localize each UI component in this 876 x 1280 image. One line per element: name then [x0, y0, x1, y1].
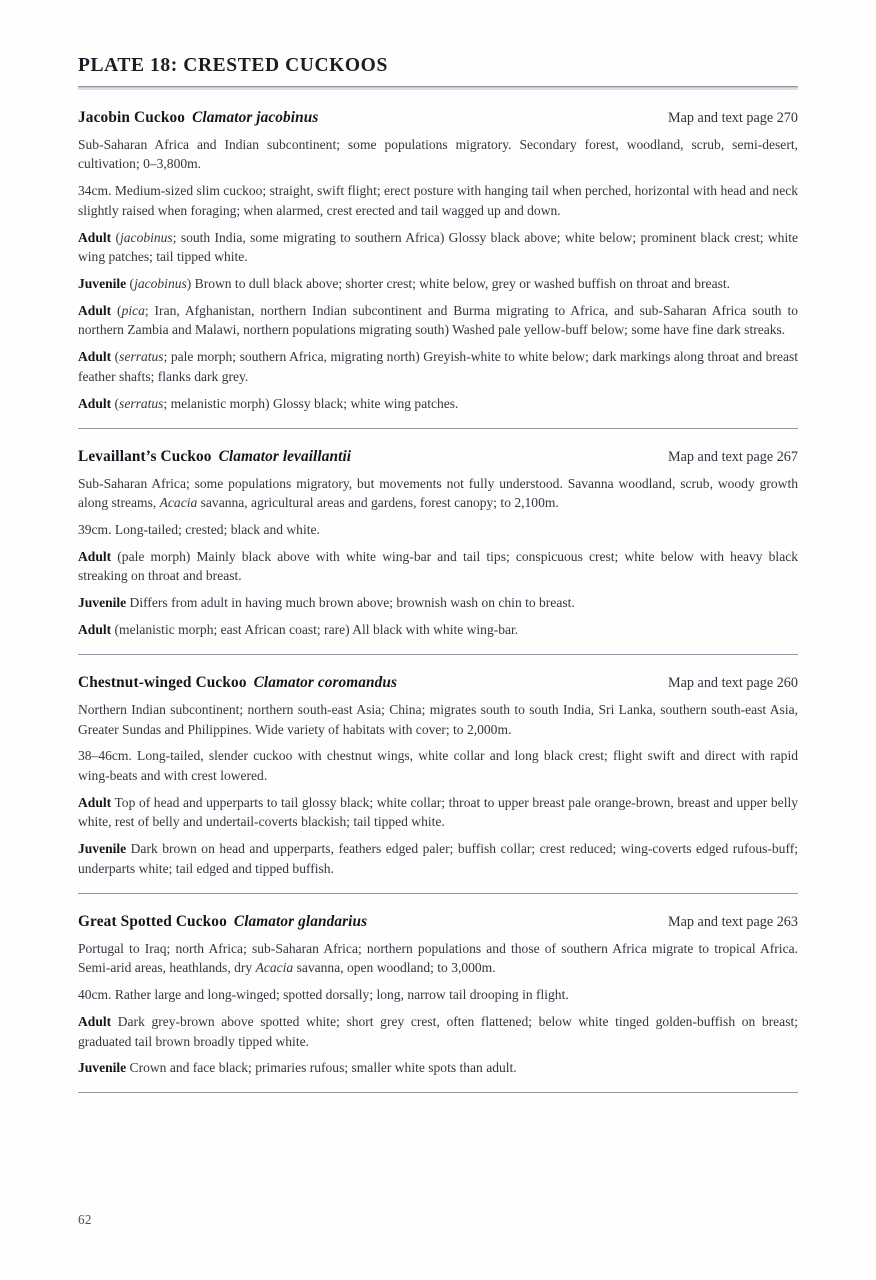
species-description-paragraph [78, 939, 798, 978]
page-title: PLATE 18: CRESTED CUCKOOS [78, 55, 388, 76]
species-scientific-name: Clamator levaillantii [218, 448, 352, 466]
species-scientific-name: Clamator coromandus [253, 674, 398, 692]
text-run: (melanistic morph; east African coast; rare) All black with white wing-bar. [111, 621, 519, 637]
scientific-term: jacobinus [134, 275, 187, 291]
map-and-text-reference[interactable]: Map and text page 267 [667, 449, 798, 466]
plumage-label: Adult [78, 548, 112, 564]
text-run: 34cm. Medium-sized slim cuckoo; straight, swift flight; erect posture with hanging tail when perched, horizontal with head and neck slightly raised when foraging; when alarmed, crest erected and tail wagged up and down. [78, 183, 798, 218]
scientific-term: jacobinus [120, 229, 173, 245]
plumage-label: Adult [78, 302, 112, 318]
text-run: 38–46cm. Long-tailed, slender cuckoo with chestnut wings, white collar and long black crest; flight swift and direct with rapid wing-beats and with crest lowered. [78, 748, 798, 783]
plumage-label: Adult [78, 794, 112, 810]
text-run: ) Brown to dull black above; shorter crest; white below, grey or washed buffish on throat and breast. [186, 275, 731, 291]
species-entry [78, 655, 798, 878]
text-run: Portugal to Iraq; north Africa; sub-Saharan Africa; northern populations and those of southern Africa migrate to tropical Africa. Semi-arid areas, heathlands, dry [78, 940, 798, 976]
species-header [78, 109, 798, 127]
plumage-label: Adult [78, 621, 112, 637]
text-run: Dark brown on head and upperparts, feathers edged paler; buffish collar; crest reduced; wing-coverts edged rufous-buff; underparts white; tail edged and tipped buffish. [78, 841, 798, 876]
text-run: Sub-Saharan Africa and Indian subcontinent; some populations migratory. Secondary forest, woodland, scrub, semi-desert, cultivation; 0–3,800m. [78, 136, 798, 172]
species-plumage-paragraph [78, 347, 798, 386]
species-plumage-paragraph [78, 228, 798, 267]
plumage-label: Adult [78, 229, 112, 245]
species-entry [78, 429, 798, 639]
page-content [78, 0, 798, 1093]
species-plumage-paragraph [78, 301, 798, 340]
text-run: ( [111, 395, 120, 411]
text-run: Crown and face black; primaries rufous; smaller white spots than adult. [126, 1060, 517, 1076]
text-run: savanna, open woodland; to 3,000m. [293, 960, 496, 976]
species-entry [78, 894, 798, 1078]
plumage-label: Juvenile [78, 595, 127, 611]
text-run: Dark grey-brown above spotted white; short grey crest, often flattened; below white tinged golden-buffish on breast; graduated tail brown broadly tipped white. [78, 1013, 798, 1049]
text-run: ; pale morph; southern Africa, migrating north) Greyish-white to white below; dark markings along throat and breast feather shafts; flanks dark grey. [78, 349, 798, 384]
scientific-term: pica [121, 302, 145, 318]
text-run: 40cm. Rather large and long-winged; spotted dorsally; long, narrow tail drooping in flight. [78, 987, 569, 1003]
species-description-paragraph [78, 700, 798, 739]
map-and-text-reference[interactable]: Map and text page 260 [667, 675, 798, 692]
plumage-label: Adult [78, 395, 112, 411]
map-and-text-reference[interactable]: Map and text page 263 [667, 914, 798, 931]
species-names [78, 448, 351, 466]
species-description-paragraph [78, 135, 798, 174]
species-names [78, 913, 367, 931]
plumage-label: Juvenile [78, 841, 127, 857]
species-common-name: Chestnut-winged Cuckoo [78, 674, 247, 692]
species-plumage-paragraph [78, 839, 798, 878]
species-description-paragraph [78, 520, 798, 540]
map-and-text-reference[interactable]: Map and text page 270 [667, 110, 798, 127]
species-common-name: Levaillant’s Cuckoo [78, 448, 212, 466]
species-plumage-paragraph [78, 593, 798, 613]
species-header [78, 448, 798, 466]
scientific-term: Acacia [255, 960, 294, 976]
text-run: ( [111, 229, 121, 245]
species-plumage-paragraph [78, 274, 798, 294]
plumage-label: Adult [78, 349, 112, 365]
text-run: ( [126, 275, 135, 291]
text-run: (pale morph) Mainly black above with white wing-bar and tail tips; conspicuous crest; white below with heavy black streaking on throat and breast. [78, 548, 798, 584]
text-run: savanna, agricultural areas and gardens, forest canopy; to 2,100m. [197, 495, 559, 511]
species-common-name: Great Spotted Cuckoo [78, 913, 227, 931]
text-run: ; Iran, Afghanistan, northern Indian subcontinent and Burma migrating to Africa, and sub-Saharan Africa south to northern Zambia and Malawi, northern populations migrating south) Washed pale yellow-buff below; some have fine dark streaks. [78, 302, 798, 338]
species-description-paragraph [78, 746, 798, 785]
species-header [78, 913, 798, 931]
text-run: ( [111, 302, 122, 318]
text-run: ( [111, 349, 120, 365]
species-entry [78, 90, 798, 413]
plumage-label: Juvenile [78, 1060, 127, 1076]
species-scientific-name: Clamator glandarius [233, 913, 368, 931]
plumage-label: Juvenile [78, 275, 127, 291]
species-common-name: Jacobin Cuckoo [78, 109, 186, 127]
text-run: Top of head and upperparts to tail glossy black; white collar; throat to upper breast pale orange-brown, breast and upper belly white, rest of belly and undertail-coverts blackish; tail tipped white. [78, 794, 798, 830]
text-run: ; melanistic morph) Glossy black; white wing patches. [163, 395, 459, 411]
species-description-paragraph [78, 985, 798, 1005]
species-plumage-paragraph [78, 394, 798, 414]
page-number: 62 [78, 1212, 92, 1227]
species-names [78, 109, 318, 127]
species-plumage-paragraph [78, 793, 798, 832]
text-run: ; south India, some migrating to southern Africa) Glossy black above; white below; prominent black crest; white wing patches; tail tipped white. [78, 229, 798, 265]
species-names [78, 674, 397, 692]
text-run: Differs from adult in having much brown above; brownish wash on chin to breast. [126, 595, 575, 611]
species-list [78, 90, 798, 1093]
species-plumage-paragraph [78, 547, 798, 586]
scientific-term: serratus [119, 349, 164, 365]
species-plumage-paragraph [78, 620, 798, 640]
plumage-label: Adult [78, 1013, 112, 1029]
species-plumage-paragraph [78, 1058, 798, 1078]
plate-header [78, 0, 798, 90]
species-description-paragraph [78, 474, 798, 513]
species-plumage-paragraph [78, 1012, 798, 1051]
text-run: Sub-Saharan Africa; some populations migratory, but movements not fully understood. Savanna woodland, scrub, woody growth along streams, [78, 475, 798, 511]
text-run: Northern Indian subcontinent; northern south-east Asia; China; migrates south to south India, Sri Lanka, southern south-east Asia, Greater Sundas and Philippines. Wide variety of habitats with cover; to 2,000m. [78, 701, 798, 737]
scientific-term: Acacia [159, 495, 198, 511]
scientific-term: serratus [119, 395, 164, 411]
section-divider [78, 1092, 798, 1093]
species-header [78, 674, 798, 692]
text-run: 39cm. Long-tailed; crested; black and white. [78, 521, 320, 537]
species-scientific-name: Clamator jacobinus [192, 109, 319, 127]
species-description-paragraph [78, 181, 798, 220]
